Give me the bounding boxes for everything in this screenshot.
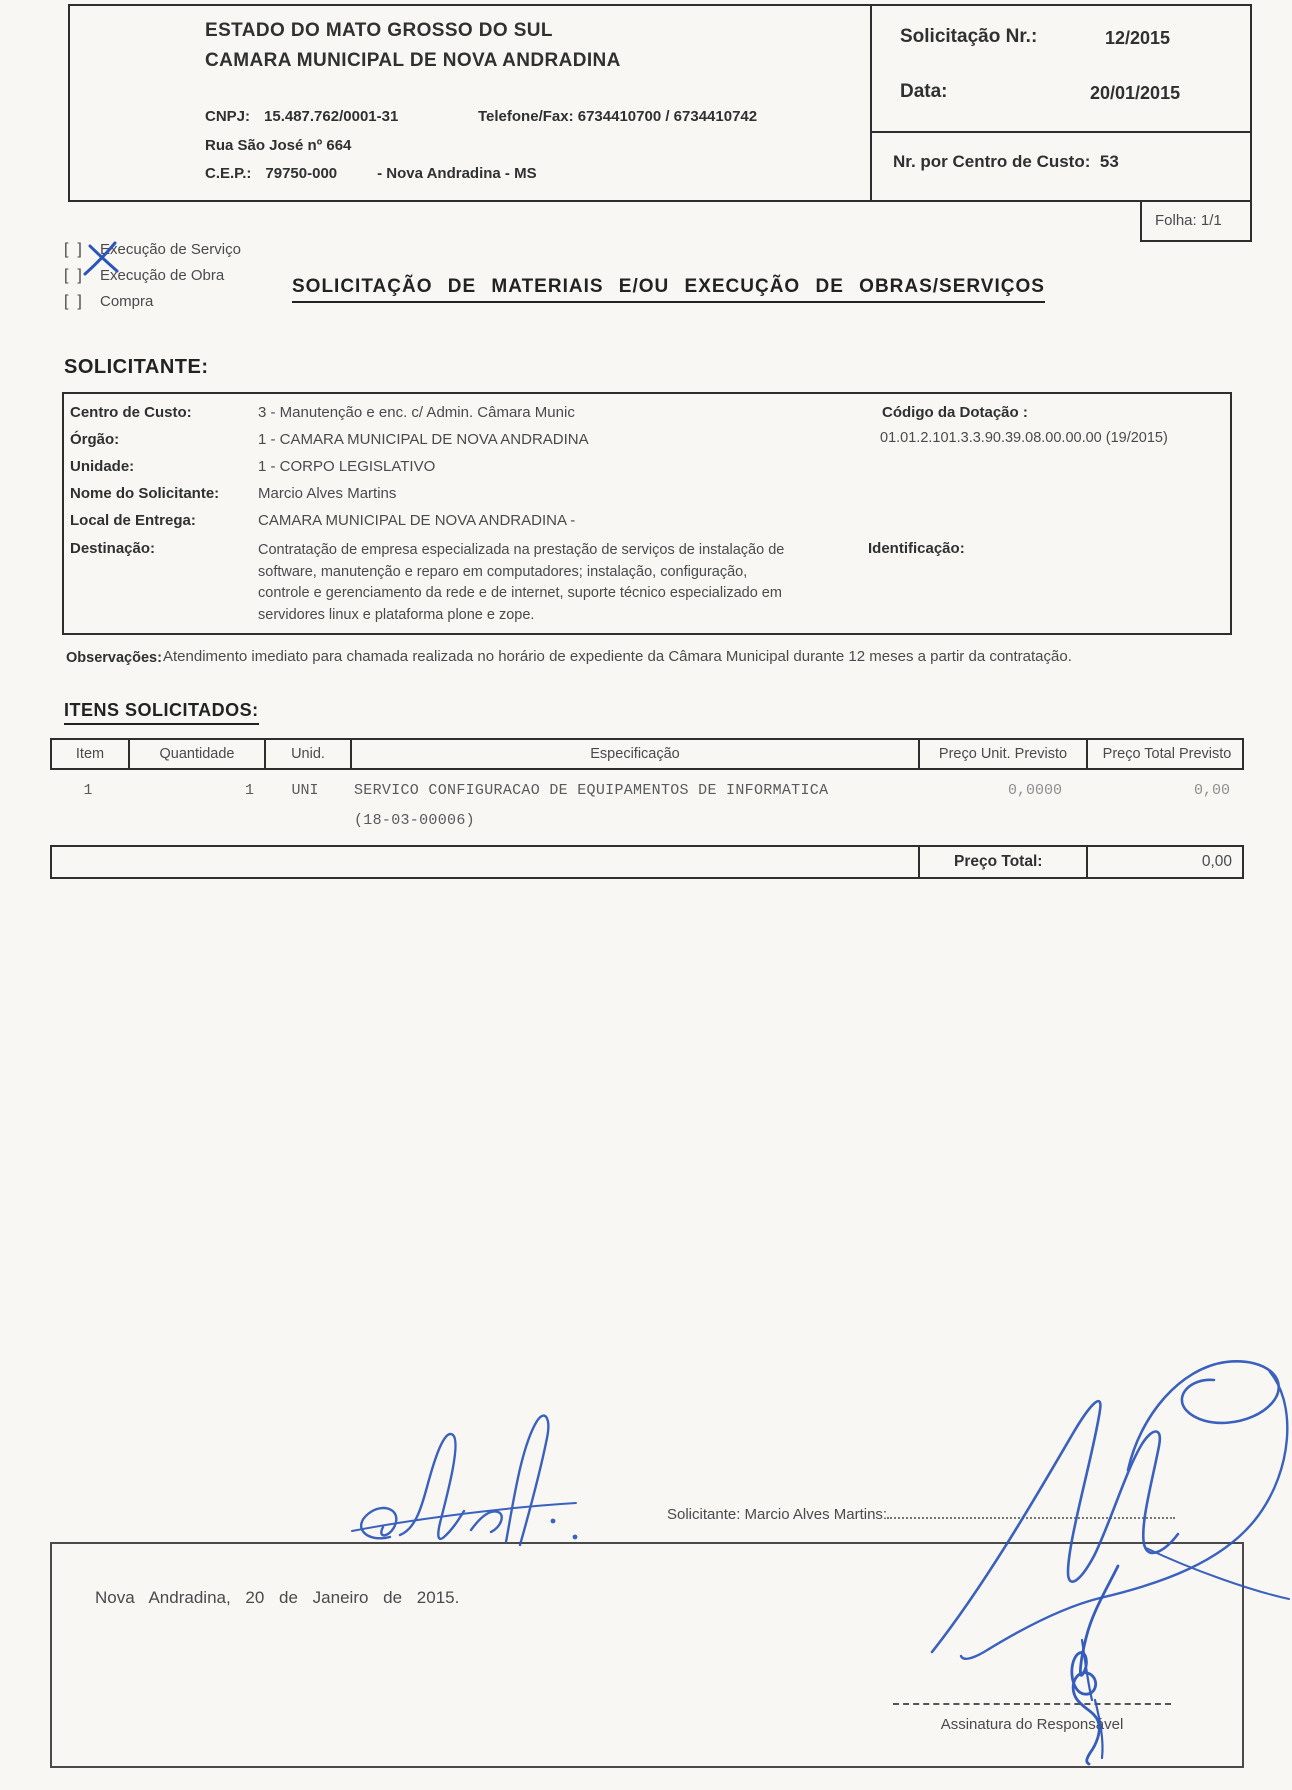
checkbox-servico-label: Execução de Serviço (100, 241, 241, 258)
row-codigo: (18-03-00006) (354, 812, 475, 829)
city-value: - Nova Andradina - MS (377, 165, 537, 182)
local-entrega-value: CAMARA MUNICIPAL DE NOVA ANDRADINA - (258, 512, 576, 529)
row-preco-unit: 0,0000 (1007, 782, 1062, 799)
checkbox-execucao-obra (64, 267, 224, 285)
phone-label: Telefone/Fax: (478, 108, 574, 125)
solicitante-signature-line (667, 1505, 1175, 1523)
centro-custo-value: 3 - Manutenção e enc. c/ Admin. Câmara Munic (258, 404, 575, 421)
observacoes-text: Atendimento imediato para chamada realizada no horário de expediente da Câmara Municipal durante 12 meses a partir da contratação. (163, 648, 1072, 665)
nome-solicitante-value: Marcio Alves Martins (258, 485, 397, 502)
footer-box (50, 1542, 1244, 1768)
signature-left (352, 1416, 577, 1545)
destinacao-line-1: Contratação de empresa especializada na prestação de serviços de instalação de (258, 542, 785, 558)
date-label: Data: (900, 81, 948, 102)
codigo-dotacao-value: 01.01.2.101.3.3.90.39.08.00.00.00 (19/2015) (880, 430, 1168, 446)
cost-center-label: Nr. por Centro de Custo: (893, 152, 1091, 171)
checkbox-compra-brackets: [ ] (64, 293, 82, 310)
identificacao-label: Identificação: (868, 540, 965, 557)
cep-row (205, 165, 537, 182)
cnpj-row (205, 108, 398, 125)
checkbox-servico-brackets: [ ] (64, 241, 82, 258)
folha-label: Folha: (1155, 212, 1197, 229)
orgao-label: Órgão: (70, 431, 120, 448)
col-header-item: Item (75, 746, 105, 762)
col-header-preco-unit: Preço Unit. Previsto (918, 740, 1086, 768)
checkbox-obra-brackets: [ ] (64, 267, 82, 284)
destinacao-line-2: software, manutenção e reparo em computadores; instalação, configuração, (258, 563, 748, 580)
checkbox-execucao-servico (64, 241, 241, 259)
preco-total-value: 0,00 (1086, 847, 1246, 877)
responsavel-dash-line (893, 1703, 1171, 1705)
preco-total-label: Preço Total: (918, 847, 1086, 877)
checkbox-obra-label: Execução de Obra (100, 267, 225, 284)
local-entrega-label: Local de Entrega: (70, 512, 196, 529)
cep-value: 79750-000 (265, 165, 338, 182)
col-header-unid: Unid. (264, 740, 350, 768)
centro-custo-label: Centro de Custo: (70, 404, 192, 421)
header-divider (872, 131, 1252, 133)
observacoes-label: Observações: (66, 650, 162, 666)
org-state: ESTADO DO MATO GROSSO DO SUL (205, 20, 553, 41)
destinacao-line-4: servidores linux e plataforma plone e zope. (258, 606, 535, 623)
request-nr-label: Solicitação Nr.: (900, 26, 1038, 47)
street-address: Rua São José nº 664 (205, 137, 352, 154)
itens-table-header (50, 738, 1244, 770)
city-date-line: Nova Andradina, 20 de Janeiro de 2015. (95, 1588, 460, 1607)
cep-label: C.E.P.: (205, 165, 252, 182)
phone-value: 6734410700 / 6734410742 (577, 108, 758, 125)
table-row (50, 782, 1244, 810)
col-header-preco-total: Preço Total Previsto (1086, 740, 1246, 768)
nome-solicitante-label: Nome do Solicitante: (70, 485, 220, 502)
date-value: 20/01/2015 (1090, 83, 1181, 103)
responsavel-label: Assinatura do Responsável (940, 1716, 1124, 1733)
org-entity: CAMARA MUNICIPAL DE NOVA ANDRADINA (205, 50, 621, 71)
col-header-especificacao: Especificação (350, 740, 918, 768)
table-row-codigo (50, 812, 1244, 829)
total-row-spacer (52, 847, 918, 877)
request-nr-value: 12/2015 (1105, 28, 1171, 48)
solicitante-signature-label: Solicitante: Marcio Alves Martins: (667, 1506, 888, 1523)
destinacao-paragraph (258, 540, 784, 626)
unidade-value: 1 - CORPO LEGISLATIVO (258, 458, 436, 475)
cnpj-value: 15.487.762/0001-31 (264, 108, 399, 125)
checkbox-compra (64, 293, 153, 311)
row-preco-total: 0,00 (1193, 782, 1230, 799)
phone-row (478, 108, 757, 125)
row-item: 1 (83, 782, 93, 799)
checkbox-compra-label: Compra (100, 293, 154, 310)
row-quantidade: 1 (244, 782, 254, 799)
codigo-dotacao-label: Código da Dotação : (882, 404, 1028, 421)
destinacao-label: Destinação: (70, 540, 156, 557)
itens-total-row (50, 845, 1244, 879)
row-especificacao: SERVICO CONFIGURACAO DE EQUIPAMENTOS DE INFORMATICA (354, 782, 829, 799)
destinacao-line-3: controle e gerenciamento da rede e de internet, suporte técnico especializado em (258, 585, 782, 601)
folha-value: 1/1 (1200, 212, 1222, 229)
solicitante-heading: SOLICITANTE: (64, 356, 209, 378)
unidade-label: Unidade: (70, 458, 135, 475)
signature-dotted-line (887, 1505, 1175, 1519)
cnpj-label: CNPJ: (205, 108, 251, 125)
document-title: SOLICITAÇÃO DE MATERIAIS E/OU EXECUÇÃO DE OBRAS/SERVIÇOS (292, 276, 1045, 303)
itens-heading: ITENS SOLICITADOS: (64, 700, 259, 725)
cost-center-value: 53 (1099, 152, 1119, 171)
folha-row (1155, 212, 1222, 229)
col-header-quantidade: Quantidade (128, 740, 264, 768)
orgao-value: 1 - CAMARA MUNICIPAL DE NOVA ANDRADINA (258, 431, 589, 448)
row-unid: UNI (291, 782, 319, 799)
cost-center-row (893, 152, 1119, 172)
